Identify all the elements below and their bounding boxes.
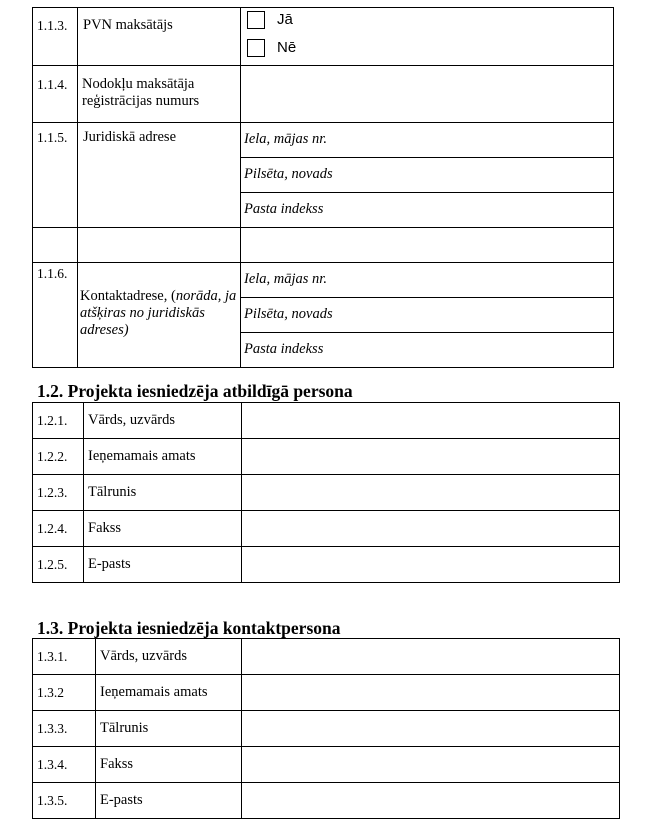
row-number: 1.1.6. <box>33 263 78 368</box>
phone-field[interactable] <box>242 475 620 511</box>
legal-city-field[interactable]: Pilsēta, novads <box>241 158 614 193</box>
vat-no-option[interactable] <box>247 38 296 58</box>
applicant-info-table <box>32 7 614 368</box>
row-number: 1.1.5. <box>33 123 78 228</box>
contact-postcode-field[interactable]: Pasta indekss <box>241 333 614 368</box>
legal-address-label: Juridiskā adrese <box>78 123 241 228</box>
fax-label: Fakss <box>96 747 242 783</box>
phone-label: Tālrunis <box>96 711 242 747</box>
position-label: Ieņemamais amats <box>96 675 242 711</box>
tax-number-field[interactable] <box>241 66 614 123</box>
checkbox-no[interactable] <box>247 39 265 57</box>
contact-city-field[interactable]: Pilsēta, novads <box>241 298 614 333</box>
email-field[interactable] <box>242 783 620 819</box>
name-field[interactable] <box>242 403 620 439</box>
vat-payer-options <box>241 8 614 66</box>
email-field[interactable] <box>242 547 620 583</box>
responsible-person-table <box>32 402 620 583</box>
section-1-2-heading: 1.2. Projekta iesniedzēja atbildīgā persona <box>37 381 353 401</box>
row-number: 1.3.4. <box>33 747 96 783</box>
section-1-3-heading: 1.3. Projekta iesniedzēja kontaktpersona <box>37 618 341 638</box>
row-number: 1.1.3. <box>33 8 78 66</box>
email-label: E-pasts <box>84 547 242 583</box>
row-number: 1.1.4. <box>33 66 78 123</box>
vat-no-label: Nē <box>277 39 297 56</box>
row-number: 1.2.1. <box>33 403 84 439</box>
row-number: 1.3.1. <box>33 639 96 675</box>
tax-number-label: Nodokļu maksātāja reģistrācijas numurs <box>78 66 241 123</box>
contact-person-table <box>32 638 620 819</box>
name-label: Vārds, uzvārds <box>84 403 242 439</box>
checkbox-yes[interactable] <box>247 11 265 29</box>
row-number: 1.3.2 <box>33 675 96 711</box>
row-number: 1.2.3. <box>33 475 84 511</box>
legal-street-field[interactable]: Iela, mājas nr. <box>241 123 614 158</box>
fax-field[interactable] <box>242 747 620 783</box>
fax-field[interactable] <box>242 511 620 547</box>
row-number: 1.2.2. <box>33 439 84 475</box>
vat-payer-label: PVN maksātājs <box>78 8 241 66</box>
name-label: Vārds, uzvārds <box>96 639 242 675</box>
contact-address-label-plain: Kontaktadrese, ( <box>80 288 176 304</box>
row-number: 1.3.3. <box>33 711 96 747</box>
blank-field[interactable] <box>241 228 614 263</box>
position-field[interactable] <box>242 675 620 711</box>
row-number: 1.2.4. <box>33 511 84 547</box>
email-label: E-pasts <box>96 783 242 819</box>
vat-yes-label: Jā <box>277 11 293 28</box>
position-field[interactable] <box>242 439 620 475</box>
vat-yes-option[interactable] <box>247 10 293 30</box>
contact-address-label <box>78 263 241 368</box>
row-number: 1.3.5. <box>33 783 96 819</box>
blank-cell <box>78 228 241 263</box>
fax-label: Fakss <box>84 511 242 547</box>
name-field[interactable] <box>242 639 620 675</box>
phone-field[interactable] <box>242 711 620 747</box>
contact-address-label-note: norāda, ja atšķiras no juridiskās adreses) <box>80 288 237 338</box>
blank-cell <box>33 228 78 263</box>
position-label: Ieņemamais amats <box>84 439 242 475</box>
phone-label: Tālrunis <box>84 475 242 511</box>
contact-street-field[interactable]: Iela, mājas nr. <box>241 263 614 298</box>
legal-postcode-field[interactable]: Pasta indekss <box>241 193 614 228</box>
row-number: 1.2.5. <box>33 547 84 583</box>
